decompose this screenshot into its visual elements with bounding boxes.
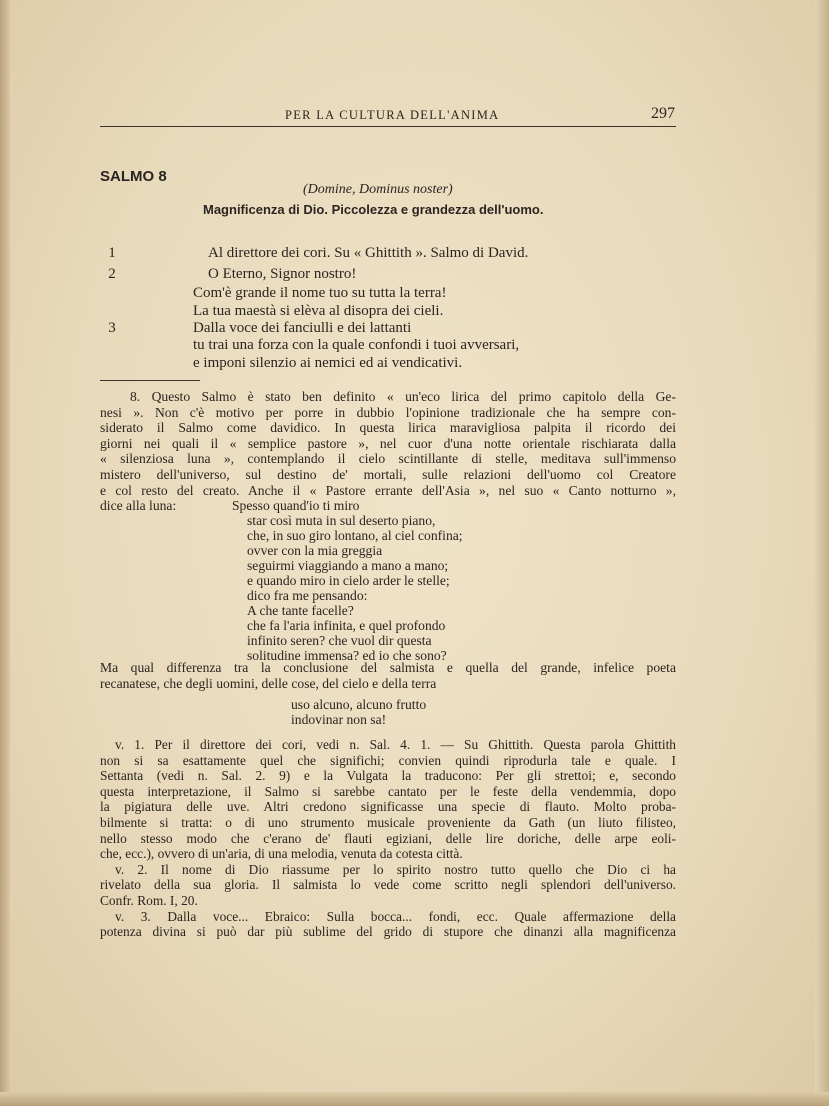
poem-line: Spesso quand'io ti miro: [232, 498, 360, 513]
poem-line: e quando miro in cielo arder le stelle;: [247, 573, 450, 588]
verse-text: e imponi silenzio ai nemici ed ai vendicativi.: [193, 355, 463, 371]
text-line: recanatese, che degli uomini, delle cose, del cielo e della terra: [100, 675, 437, 691]
verse-text: La tua maestà si elèva al disopra dei cieli.: [193, 303, 444, 319]
verse-text: Dalla voce dei fanciulli e dei lattanti: [193, 320, 412, 336]
note-line: rivelato della sua gloria. Il salmista lo vede come scritto negli splendori dell'universo.: [100, 877, 676, 893]
text-line: nesi ». Non c'è motivo per porre in dubbio l'opinione tradizionale che ha sempre con-: [100, 404, 676, 420]
poem-line: dico fra me pensando:: [247, 588, 368, 603]
footnote-rule: [100, 380, 200, 381]
note-line: v. 3. Dalla voce... Ebraico: Sulla bocca... fondi, ecc. Quale affermazione della: [115, 908, 676, 924]
poem-line: seguirmi viaggiando a mano a mano;: [247, 558, 449, 573]
verse-text: O Eterno, Signor nostro!: [208, 266, 357, 282]
verse-text: Com'è grande il nome tuo su tutta la terra!: [193, 285, 447, 301]
text-line: 8. Questo Salmo è stato ben definito « un'eco lirica del primo capitolo della Ge-: [130, 389, 676, 404]
text-line: dice alla luna:: [100, 498, 177, 514]
note-line: che, ecc.), ovvero di un'aria, di una melodia, venuta da cotesta città.: [100, 846, 463, 862]
verse-line: [100, 353, 700, 373]
commentary-middle: [100, 660, 676, 691]
text-line: « silenziosa luna », contemplando il cielo scintillante di stelle, meditava sull'immenso: [100, 451, 676, 467]
poem-line: infinito seren? che vuol dir questa: [247, 633, 432, 648]
poem-line: solitudine immensa? ed io che sono?: [247, 648, 447, 663]
note-line: la pigiatura delle uve. Altri credono significasse una specie di flauto. Molto proba-: [100, 799, 676, 815]
note-line: v. 2. Il nome di Dio riassume per lo spirito nostro tutto quello che Dio ci ha: [115, 861, 676, 877]
note-line: non si sa esattamente quel che significhi; convien quindi riprodurla tale e quale. I: [100, 752, 676, 768]
quote-line: uso alcuno, alcuno frutto: [291, 697, 427, 712]
note-line: v. 1. Per il direttore dei cori, vedi n. Sal. 4. 1. — Su Ghittith. Questa parola Ghittith: [115, 737, 676, 752]
note-line: questa interpretazione, il Salmo si sarebbe cantato per le feste della vendemmia, dopo: [100, 783, 676, 799]
verse-notes: [100, 737, 676, 940]
commentary-intro: [100, 389, 676, 514]
poem-line: che fa l'aria infinita, e quel profondo: [247, 618, 446, 633]
poem-line: star così muta in sul deserto piano,: [247, 513, 436, 528]
psalm-title: SALMO 8: [100, 168, 167, 185]
psalm-latin-subtitle: (Domine, Dominus noster): [303, 182, 453, 197]
verse-line: [100, 283, 700, 303]
verse-line: [100, 335, 700, 355]
text-line: mistero dell'universo, sul destino de' mortali, sulle relazioni dell'uomo col Creatore: [100, 466, 676, 482]
poem-line: ovver con la mia greggia: [247, 543, 383, 558]
verse-number: 1: [108, 245, 116, 261]
poem-line: A che tante facelle?: [247, 603, 354, 618]
note-line: potenza divina si può dar più sublime del grido di stupore che dinanzi alla magnificenza: [100, 924, 676, 940]
page-right-edge: [815, 0, 829, 1106]
verse-line: [100, 243, 700, 263]
note-line: bilmente si tratta: o di uno strumento musicale proveniente da Gath (un liuto filisteo,: [100, 814, 676, 830]
verse-text: tu trai una forza con la quale confondi i tuoi avversari,: [193, 337, 520, 353]
quote-line: indovinar non sa!: [291, 712, 387, 727]
verse-text: Al direttore dei cori. Su « Ghittith ». Salmo di David.: [208, 245, 529, 261]
text-line: Ma qual differenza tra la conclusione del salmista e quella del grande, infelice poeta: [100, 660, 676, 675]
note-line: Confr. Rom. I, 20.: [100, 892, 198, 908]
header-rule: [100, 126, 676, 127]
psalm-heading: Magnificenza di Dio. Piccolezza e grandezza dell'uomo.: [203, 202, 544, 217]
page-bottom-edge: [0, 1092, 829, 1106]
text-line: e col resto del creato. Anche il « Pastore errante dell'Asia », nel suo « Canto notturno »,: [100, 482, 676, 498]
note-line: Settanta (vedi n. Sal. 2. 9) e la Vulgata la traducono: Per gli strettoi; e, secondo: [100, 768, 676, 784]
verse-number: 2: [108, 266, 116, 282]
running-title: PER LA CULTURA DELL'ANIMA: [285, 108, 500, 122]
page-number: 297: [651, 105, 675, 122]
page-left-edge: [0, 0, 10, 1106]
text-line: giorni nei quali il « semplice pastore », nel cuor d'una notte orientale rischiarata dalla: [100, 435, 676, 451]
verse-line: [100, 264, 700, 284]
poem-line: che, in suo giro lontano, al ciel confina;: [247, 528, 463, 543]
text-line: siderato il Salmo come davidico. In questa lirica maravigliosa palpita il ricordo dei: [100, 420, 676, 436]
note-line: nello stesso modo che c'erano de' flauti egiziani, delle lire doriche, delle arpe eoli-: [100, 830, 676, 846]
verse-number: 3: [108, 320, 116, 336]
